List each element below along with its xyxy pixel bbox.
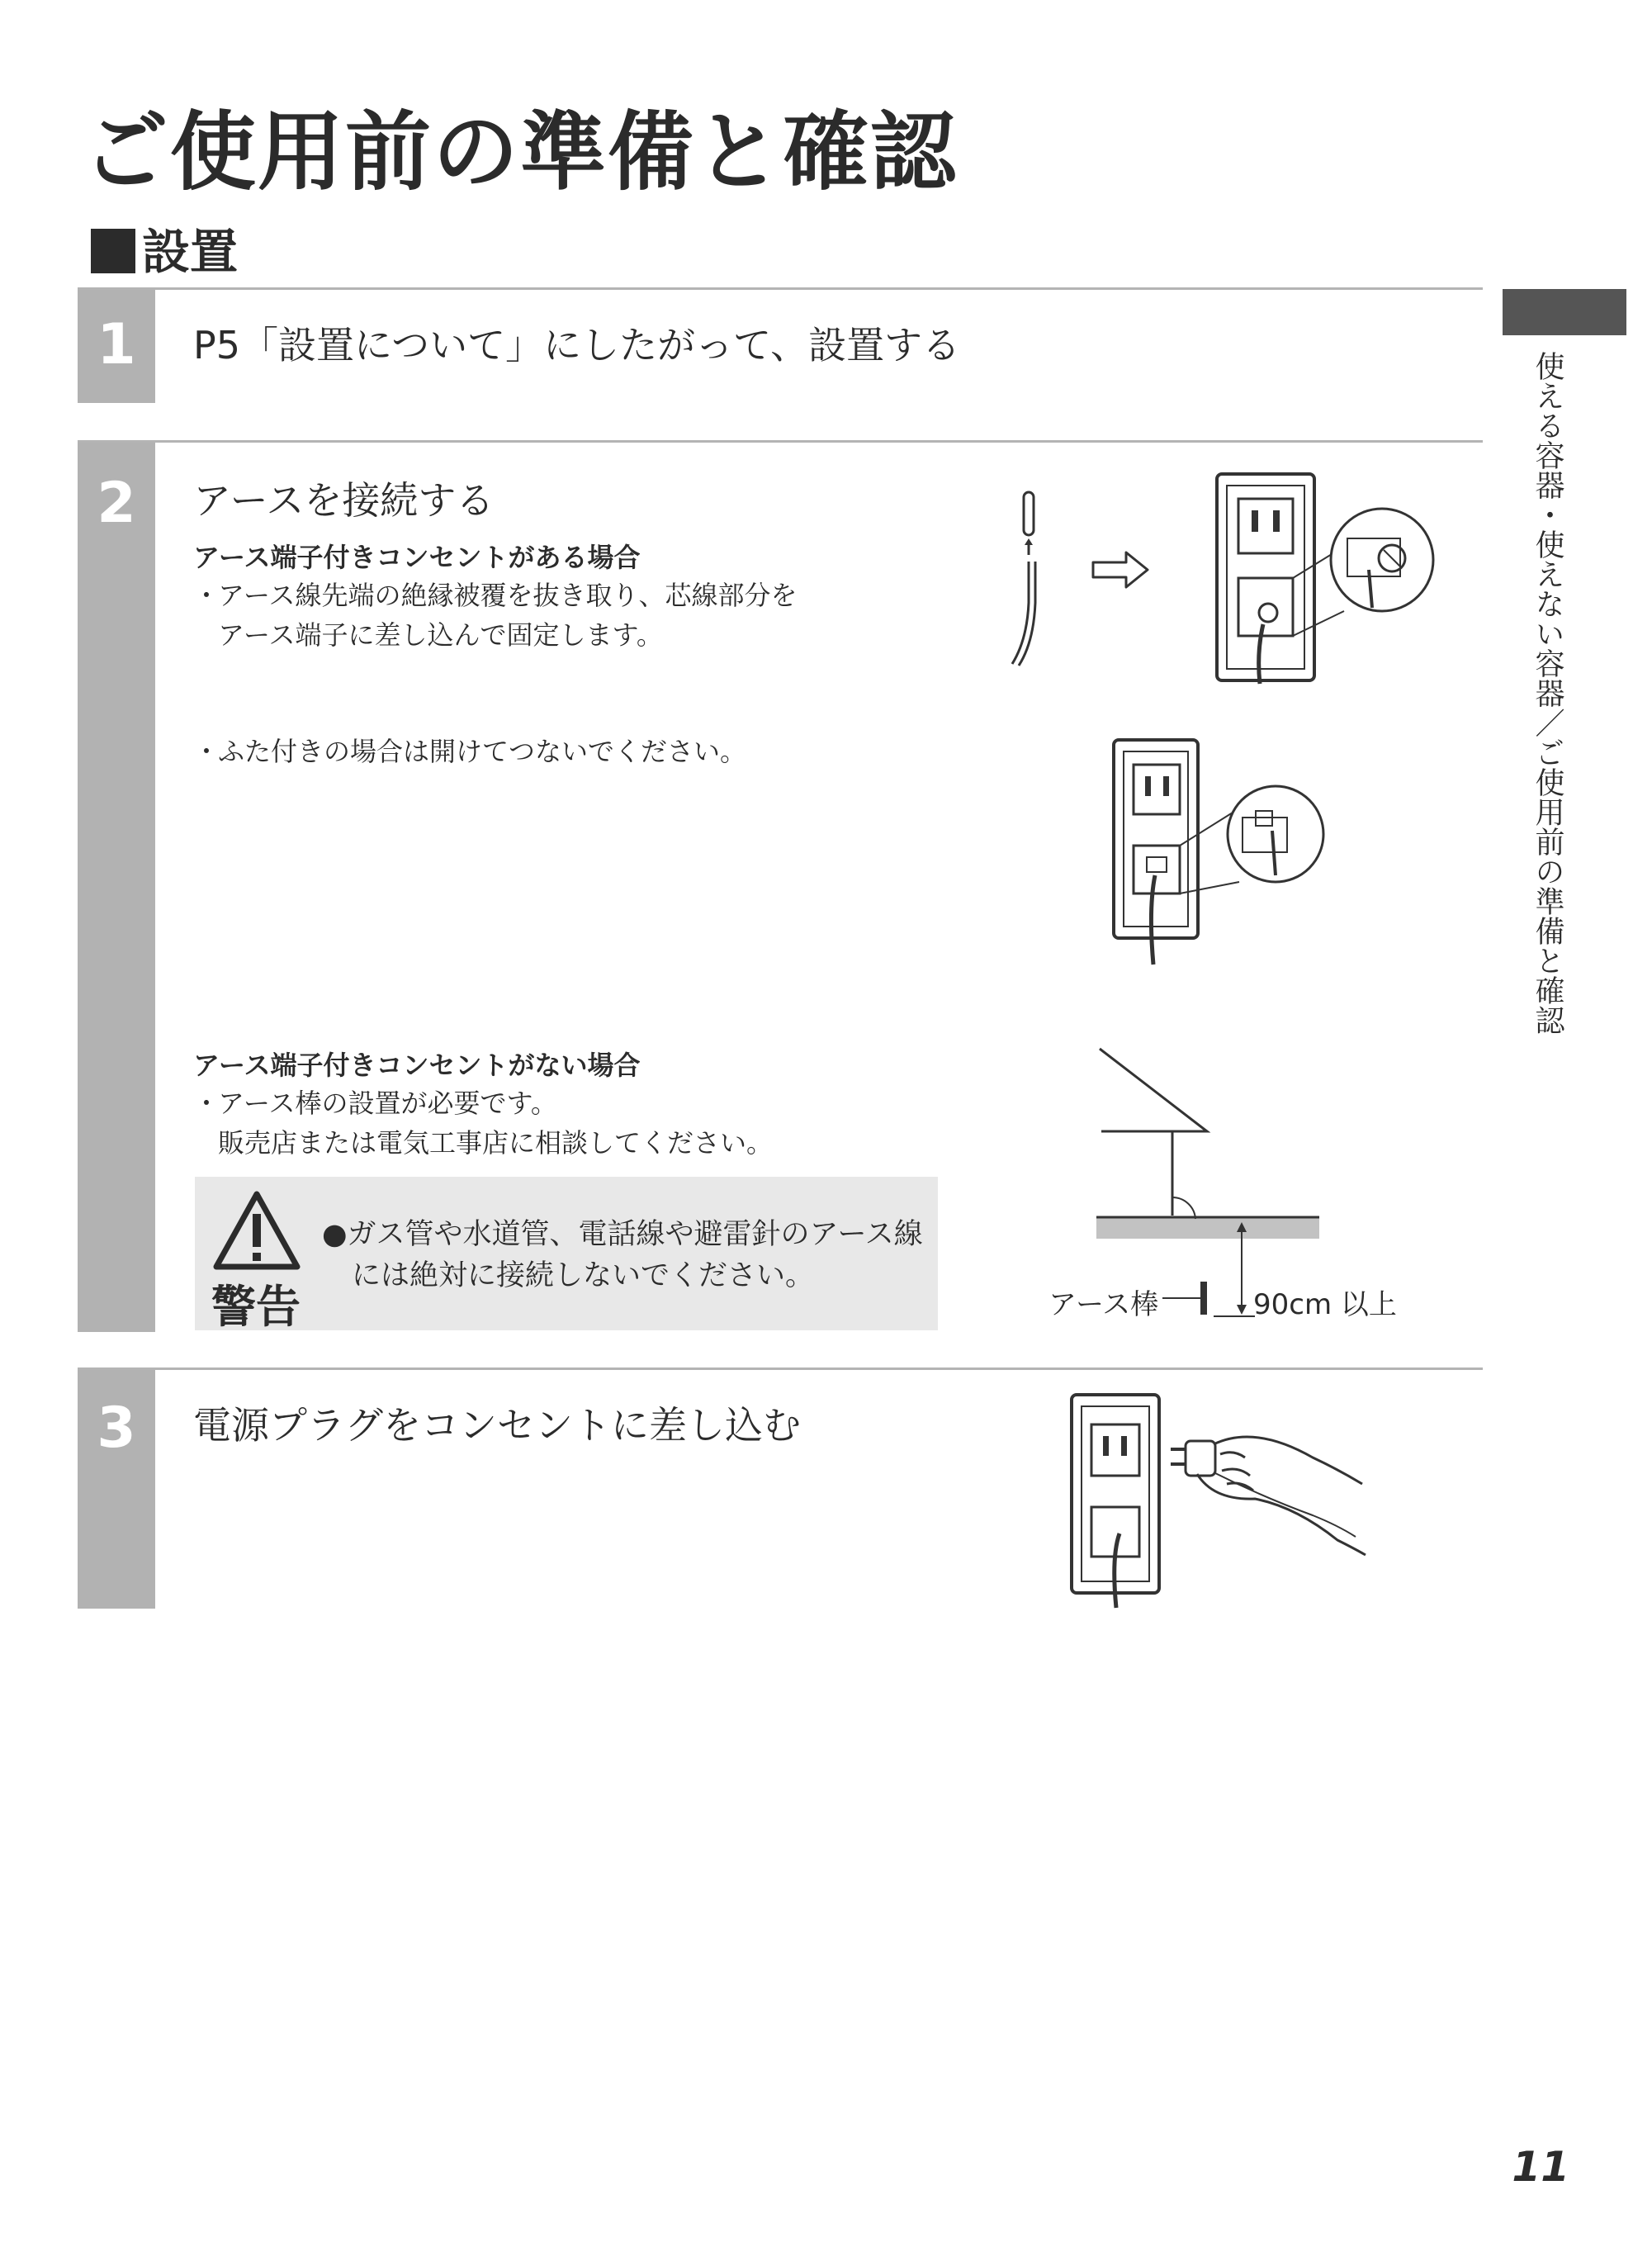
step-3-heading: 電源プラグをコンセントに差し込む <box>193 1403 801 1448</box>
step-3-number: 3 <box>97 1396 136 1461</box>
warning-bullet-icon: ● <box>322 1218 348 1251</box>
outlet-earth-terminal-illustration <box>1214 462 1453 702</box>
step-2-heading: アースを接続する <box>193 478 495 523</box>
earth-rod-label: アース棒 <box>1048 1288 1159 1321</box>
step-2-rule <box>78 440 1483 443</box>
no-terminal-bullet: ・アース棒の設置が必要です。 販売店または電気工事店に相談してください。 <box>193 1088 774 1159</box>
side-tab-marker <box>1503 289 1626 335</box>
step-2-bar <box>78 443 155 1332</box>
section-title <box>91 213 238 282</box>
side-tab-text: 使える容器・使えない容器／ご使用前の準備と確認 <box>1531 351 1564 1035</box>
step-1-number: 1 <box>97 312 136 377</box>
page-title: ご使用前の準備と確認 <box>83 102 959 202</box>
earth-terminal-bullet-1: ・アース線先端の絶縁被覆を抜き取り、芯線部分を アース端子に差し込んで固定します。 <box>193 580 798 651</box>
outlet-with-cover-illustration <box>1110 735 1342 974</box>
right-arrow-icon <box>1090 549 1156 590</box>
plug-insert-illustration <box>1065 1391 1379 1614</box>
step-1-rule <box>78 287 1483 290</box>
depth-label: 90cm 以上 <box>1253 1288 1397 1321</box>
warning-text: ●ガス管や水道管、電話線や避雷針のアース線 には絶対に接続しないでください。 <box>322 1218 923 1292</box>
section-title-text: 設置 <box>142 224 239 280</box>
earth-terminal-bullet-2: ・ふた付きの場合は開けてつないでください。 <box>193 736 747 767</box>
step-3-rule <box>78 1367 1483 1370</box>
warning-label: 警告 <box>211 1281 301 1333</box>
warning-triangle-icon <box>211 1189 302 1272</box>
square-bullet-icon <box>91 229 135 273</box>
earth-terminal-heading: アース端子付きコンセントがある場合 <box>193 542 641 573</box>
step-2-number: 2 <box>97 471 136 536</box>
step-1-heading: P5「設置について」にしたがって、設置する <box>193 323 961 367</box>
no-terminal-heading: アース端子付きコンセントがない場合 <box>193 1050 641 1081</box>
page-number: 11 <box>1512 2143 1569 2191</box>
earth-wire-illustration <box>999 479 1065 677</box>
